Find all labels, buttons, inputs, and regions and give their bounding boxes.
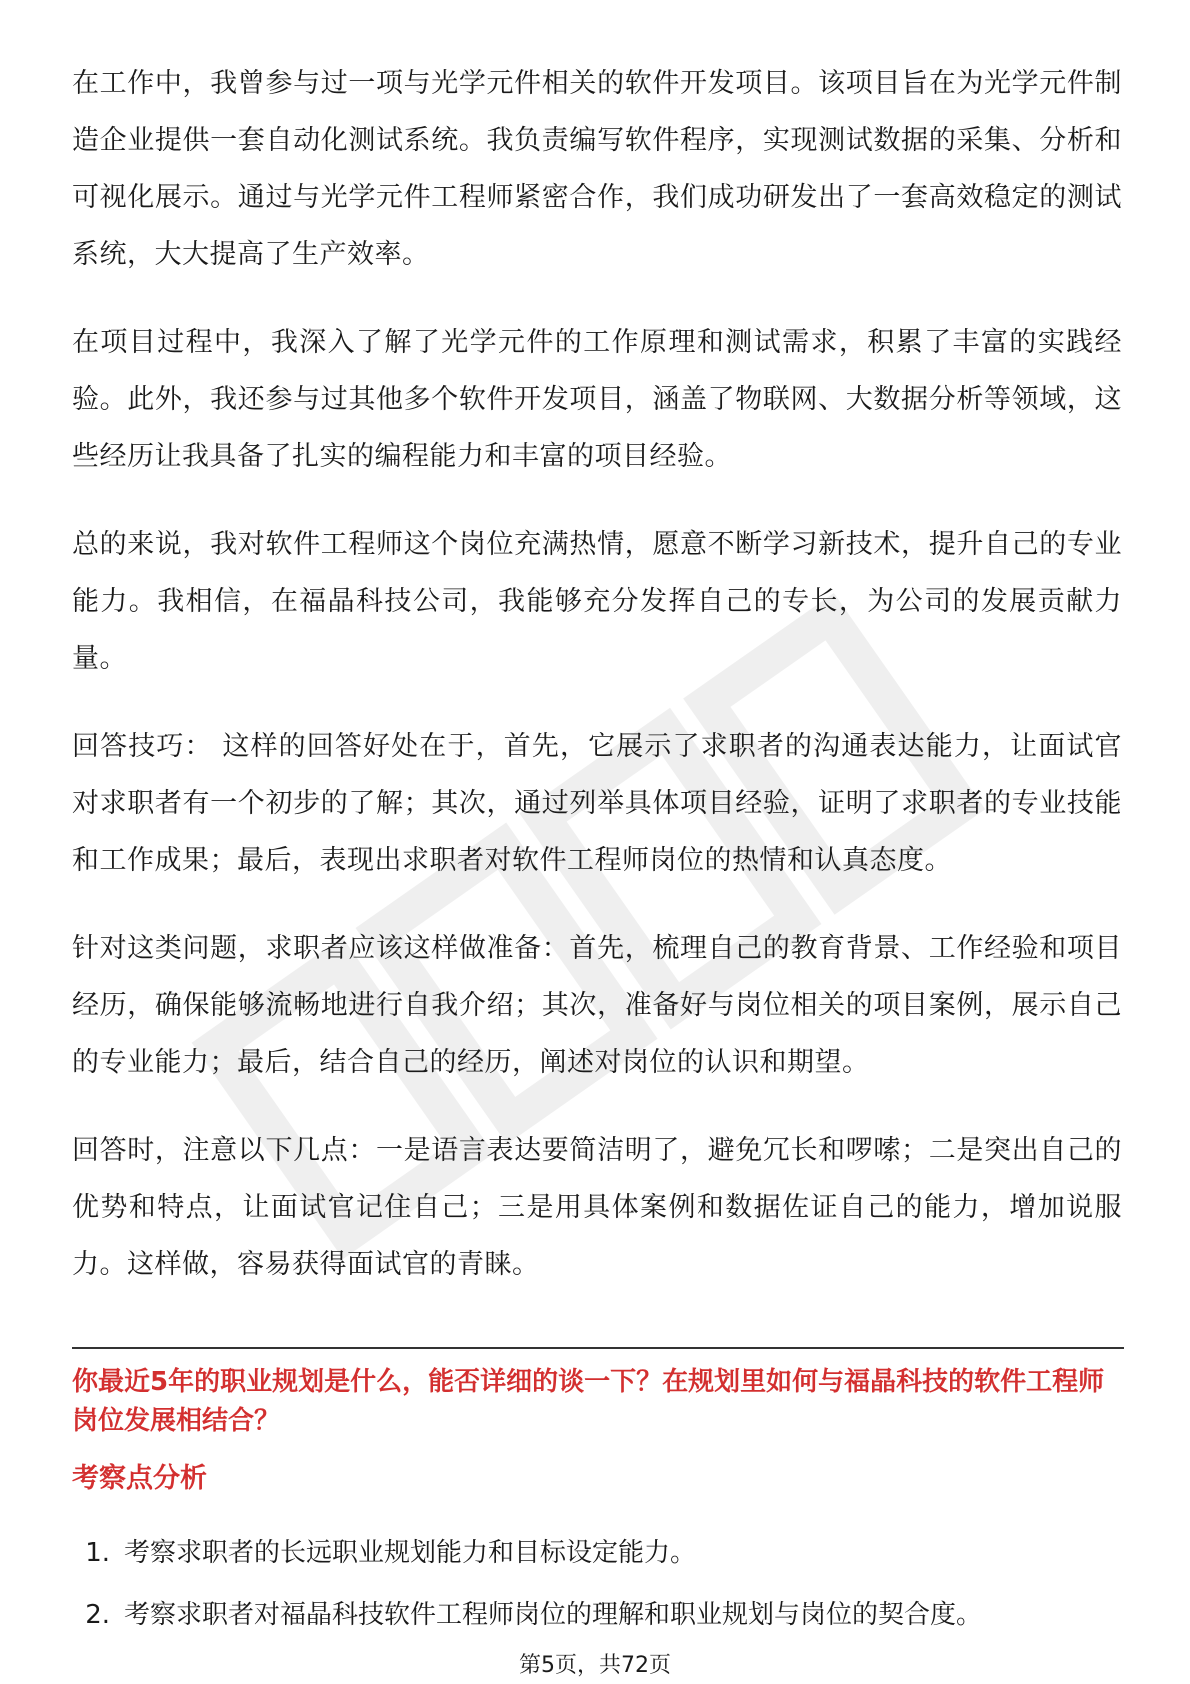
paragraph: 在工作中，我曾参与过一项与光学元件相关的软件开发项目。该项目旨在为光学元件制造企业提供一套自动化测试系统。我负责编写软件程序，实现测试数据的采集、分析和可视化展示。通过与光学元件工程师紧密合作，我们成功研发出了一套高效稳定的测试系统，大大提高了生产效率。 [72, 68, 1122, 270]
preparation-paragraph: 针对这类问题，求职者应该这样做准备：首先，梳理自己的教育背景、工作经验和项目经历，确保能够流畅地进行自我介绍；其次，准备好与岗位相关的项目案例，展示自己的专业能力；最后，结合自己的经历，阐述对岗位的认识和期望。 [72, 933, 1122, 1078]
answer-notes-paragraph: 回答时，注意以下几点：一是语言表达要简洁明了，避免冗长和啰嗦；二是突出自己的优势和特点，让面试官记住自己；三是用具体案例和数据佐证自己的能力，增加说服力。这样做，容易获得面试官的青睐。 [72, 1135, 1122, 1280]
list-item-text: 考察求职者的长远职业规划能力和目标设定能力。 [124, 1538, 697, 1568]
analysis-heading: 考察点分析 [72, 1463, 207, 1494]
analysis-points-list [72, 1533, 1122, 1657]
interview-question: 你最近5年的职业规划是什么，能否详细的谈一下？在规划里如何与福晶科技的软件工程师岗位发展相结合？ [72, 1367, 1105, 1436]
paragraph: 总的来说，我对软件工程师这个岗位充满热情，愿意不断学习新技术，提升自己的专业能力。我相信，在福晶科技公司，我能够充分发挥自己的专长，为公司的发展贡献力量。 [72, 529, 1122, 674]
answer-tips-paragraph: 回答技巧： 这样的回答好处在于，首先，它展示了求职者的沟通表达能力，让面试官对求职者有一个初步的了解；其次，通过列举具体项目经验，证明了求职者的专业技能和工作成果；最后，表现出求职者对软件工程师岗位的热情和认真态度。 [72, 731, 1122, 876]
list-item-text: 考察求职者对福晶科技软件工程师岗位的理解和职业规划与岗位的契合度。 [124, 1600, 983, 1630]
paragraph: 在项目过程中，我深入了解了光学元件的工作原理和测试需求，积累了丰富的实践经验。此外，我还参与过其他多个软件开发项目，涵盖了物联网、大数据分析等领域，这些经历让我具备了扎实的编程能力和丰富的项目经验。 [72, 327, 1122, 472]
page-number-footer: 第5页，共72页 [519, 1653, 671, 1678]
section-divider [72, 1347, 1124, 1349]
list-item-number: 1. [85, 1538, 110, 1568]
list-item-number: 2. [85, 1600, 110, 1630]
list-item [72, 1595, 1122, 1635]
list-item [72, 1533, 1122, 1573]
document-body [72, 55, 1122, 1324]
